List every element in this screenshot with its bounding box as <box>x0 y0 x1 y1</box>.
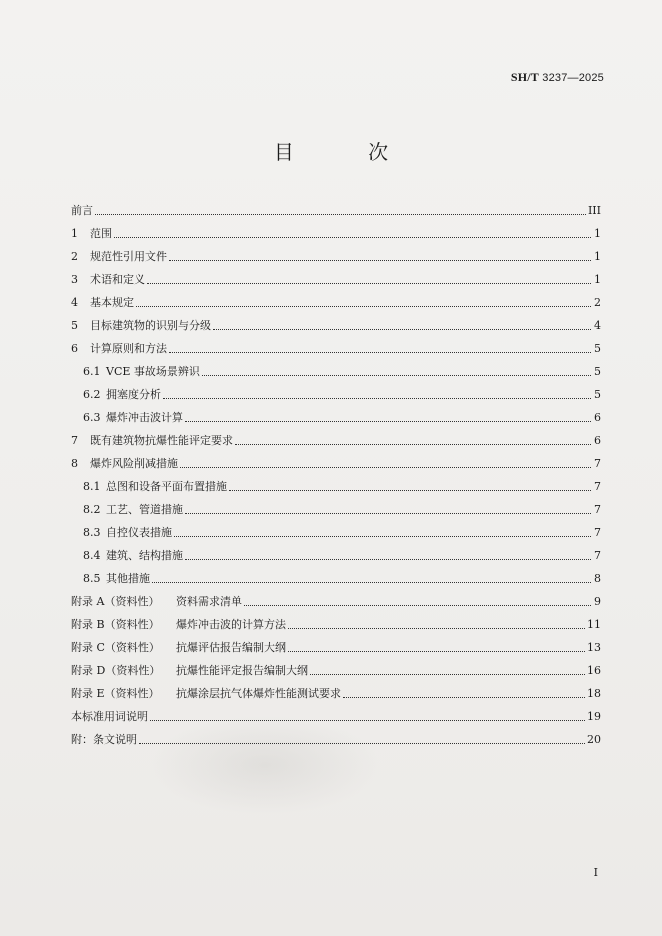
toc-entry-label: 爆炸冲击波的计算方法 <box>176 618 286 631</box>
toc-entry[interactable] <box>71 590 601 613</box>
toc-entry[interactable] <box>71 659 601 682</box>
toc-entry-page: 7 <box>594 549 601 562</box>
toc-entry-page: 1 <box>594 250 601 263</box>
toc-entry[interactable] <box>71 475 601 498</box>
toc-entry-number: 附录 A（资料性） <box>71 595 160 608</box>
toc-entry-number: 附录 B（资料性） <box>71 618 160 631</box>
toc-entry[interactable] <box>71 383 601 406</box>
toc-entry-label: 工艺、管道措施 <box>106 503 183 516</box>
toc-entry-label: 目标建筑物的识别与分级 <box>90 319 211 332</box>
toc-entry[interactable] <box>71 544 601 567</box>
toc-entry-number: 8.2 <box>83 503 101 516</box>
toc-leader-dots <box>180 466 591 468</box>
toc-entry-page: 1 <box>594 227 601 240</box>
toc-entry-label: 抗爆性能评定报告编制大纲 <box>176 664 308 677</box>
toc-entry-label: 拥塞度分析 <box>106 388 161 401</box>
toc-leader-dots <box>95 213 586 215</box>
toc-entry-label: 计算原则和方法 <box>90 342 167 355</box>
toc-entry[interactable] <box>71 222 601 245</box>
toc-entry-label: 前言 <box>71 204 93 217</box>
toc-entry[interactable] <box>71 268 601 291</box>
toc-entry-page: 6 <box>594 411 601 424</box>
toc-entry-page: 7 <box>594 457 601 470</box>
toc-leader-dots <box>169 259 591 261</box>
toc-leader-dots <box>147 282 591 284</box>
toc-entry[interactable] <box>71 406 601 429</box>
toc-entry[interactable] <box>71 521 601 544</box>
toc-entry-page: 7 <box>594 503 601 516</box>
toc-entry-number: 附录 D（资料性） <box>71 664 161 677</box>
toc-entry-number: 1 <box>71 227 78 240</box>
toc-leader-dots <box>185 420 591 422</box>
toc-entry-label: 资料需求清单 <box>176 595 242 608</box>
toc-entry-label: 术语和定义 <box>90 273 145 286</box>
toc-entry-number: 6.1 <box>83 365 101 378</box>
standard-code <box>511 70 604 85</box>
standard-code-prefix: SH/T <box>510 70 539 84</box>
toc-entry-label: 爆炸冲击波计算 <box>106 411 183 424</box>
toc-entry[interactable] <box>71 613 601 636</box>
toc-entry-label: 爆炸风险削减措施 <box>90 457 178 470</box>
toc-entry-page: 2 <box>594 296 601 309</box>
toc-entry-label: 建筑、结构措施 <box>106 549 183 562</box>
toc-entry-page: III <box>587 204 601 217</box>
toc-entry[interactable] <box>71 705 601 728</box>
toc-entry-page: 5 <box>594 365 601 378</box>
toc-entry-page: 8 <box>594 572 601 585</box>
toc-entry-page: 11 <box>587 618 601 631</box>
toc-entry[interactable] <box>71 291 601 314</box>
toc-leader-dots <box>202 374 591 376</box>
toc-entry[interactable] <box>71 498 601 521</box>
toc-entry-page: 6 <box>594 434 601 447</box>
toc-entry-label: 基本规定 <box>90 296 134 309</box>
toc-leader-dots <box>163 397 591 399</box>
toc-entry-number: 8.1 <box>83 480 101 493</box>
toc-entry-number: 8.5 <box>83 572 101 585</box>
toc-entry-number: 6.2 <box>83 388 101 401</box>
page-title: 目 次 <box>273 140 423 164</box>
toc-entry-number: 3 <box>71 273 78 286</box>
toc-entry-label: 既有建筑物抗爆性能评定要求 <box>90 434 233 447</box>
toc-leader-dots <box>150 719 585 721</box>
toc-entry-number: 8 <box>71 457 78 470</box>
toc-leader-dots <box>185 512 591 514</box>
toc-leader-dots <box>174 535 591 537</box>
toc-entry[interactable] <box>71 360 601 383</box>
toc-entry-page: 13 <box>587 641 601 654</box>
toc-entry-label: 规范性引用文件 <box>90 250 167 263</box>
toc-entry-number: 8.3 <box>83 526 101 539</box>
toc-leader-dots <box>310 673 585 675</box>
toc-entry-page: 5 <box>594 342 601 355</box>
toc-entry[interactable] <box>71 567 601 590</box>
toc-entry-label: 范围 <box>90 227 112 240</box>
toc-entry-number: 8.4 <box>83 549 101 562</box>
toc-entry[interactable] <box>71 636 601 659</box>
toc-leader-dots <box>152 581 591 583</box>
toc-leader-dots <box>114 236 591 238</box>
toc-entry-number: 6.3 <box>83 411 101 424</box>
toc-entry-page: 7 <box>594 526 601 539</box>
toc-entry-page: 4 <box>594 319 601 332</box>
toc-leader-dots <box>343 696 585 698</box>
toc-entry-number: 附录 C（资料性） <box>71 641 160 654</box>
toc-entry-page: 1 <box>594 273 601 286</box>
toc-entry-label: 抗爆评估报告编制大纲 <box>176 641 286 654</box>
toc-entry[interactable] <box>71 682 601 705</box>
toc-leader-dots <box>169 351 591 353</box>
toc-leader-dots <box>213 328 591 330</box>
toc-entry-page: 5 <box>594 388 601 401</box>
toc-entry-page: 18 <box>587 687 601 700</box>
standard-code-number: 3237—2025 <box>542 72 604 84</box>
toc-entry-page: 20 <box>587 733 601 746</box>
toc-entry[interactable] <box>71 452 601 475</box>
toc-entry-label: VCE 事故场景辨识 <box>106 365 200 378</box>
toc-entry-number: 2 <box>71 250 78 263</box>
toc-entry-page: 7 <box>594 480 601 493</box>
toc-entry[interactable] <box>71 245 601 268</box>
toc-leader-dots <box>244 604 591 606</box>
toc-entry-number: 7 <box>71 434 78 447</box>
toc-entry-label: 附：条文说明 <box>71 733 137 746</box>
toc-leader-dots <box>288 650 585 652</box>
toc-leader-dots <box>288 627 585 629</box>
toc-entry-page: 9 <box>594 595 601 608</box>
toc-leader-dots <box>136 305 591 307</box>
table-of-contents <box>71 199 601 751</box>
toc-leader-dots <box>229 489 591 491</box>
toc-entry[interactable] <box>71 199 601 222</box>
toc-entry-label: 抗爆涂层抗气体爆炸性能测试要求 <box>176 687 341 700</box>
toc-entry-page: 16 <box>587 664 601 677</box>
toc-leader-dots <box>185 558 591 560</box>
toc-entry[interactable] <box>71 337 601 360</box>
toc-entry-label: 总图和设备平面布置措施 <box>106 480 227 493</box>
toc-entry-label: 其他措施 <box>106 572 150 585</box>
toc-entry-label: 自控仪表措施 <box>106 526 172 539</box>
toc-entry[interactable] <box>71 429 601 452</box>
toc-entry-number: 4 <box>71 296 78 309</box>
toc-entry-number: 附录 E（资料性） <box>71 687 160 700</box>
toc-entry-number: 5 <box>71 319 78 332</box>
toc-entry-label: 本标准用词说明 <box>71 710 148 723</box>
toc-leader-dots <box>235 443 591 445</box>
footer-page-number: I <box>593 866 598 879</box>
toc-entry-page: 19 <box>587 710 601 723</box>
toc-entry-number: 6 <box>71 342 78 355</box>
toc-entry[interactable] <box>71 314 601 337</box>
toc-leader-dots <box>139 742 585 744</box>
toc-entry[interactable] <box>71 728 601 751</box>
